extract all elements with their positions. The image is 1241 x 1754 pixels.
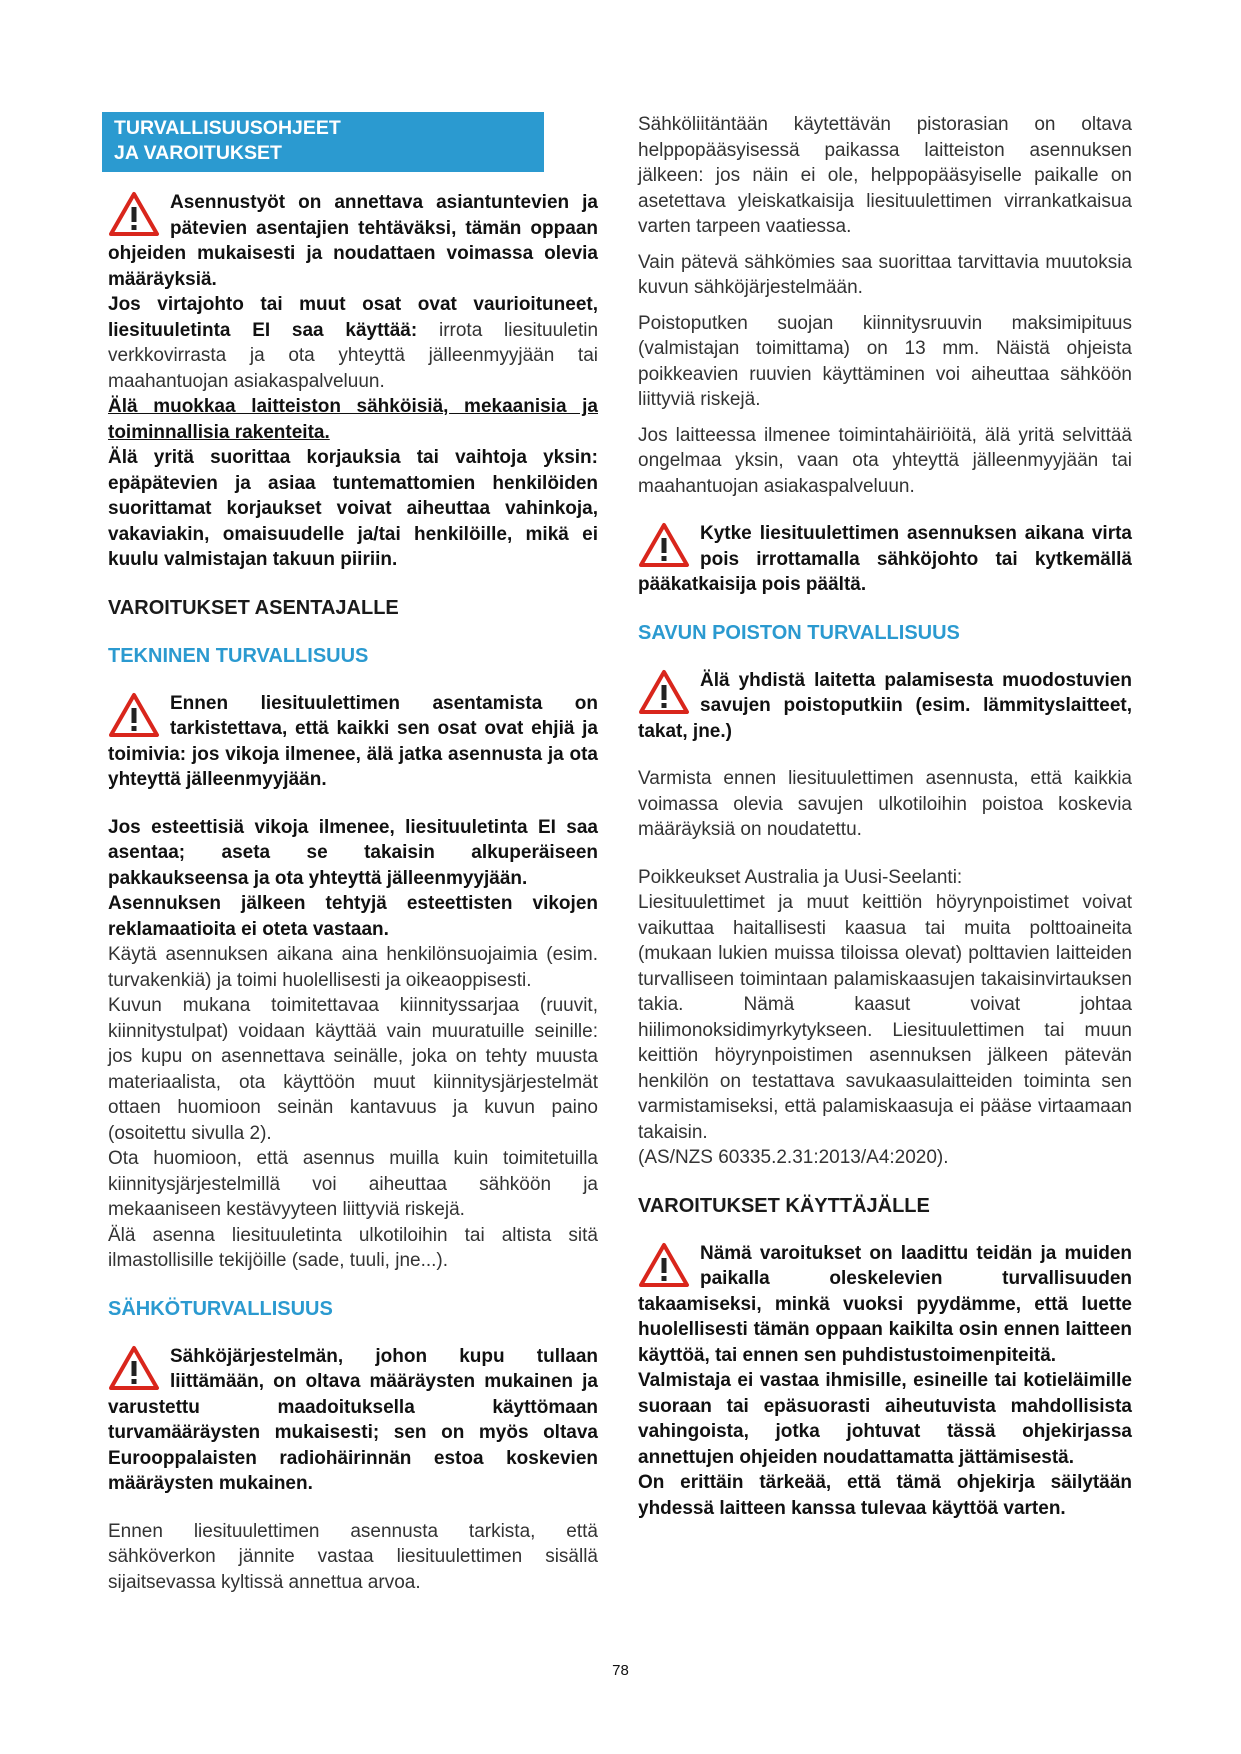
warning-text: Asennustyöt on annettava asiantuntevien ja pätevien asentajien tehtäväksi, tämän oppaan ohjeiden mukaisesti ja noudattaen voimassa olevia määräyksiä. (108, 192, 598, 290)
paragraph-other-fixings: Ota huomioon, että asennus muilla kuin toimitetuilla kiinnitysjärjestelmillä voi aiheuttaa sähköön ja mekaaniseen kestävyyteen liittyviä riskejä. (108, 1148, 598, 1220)
warning-triangle-icon (108, 1344, 160, 1392)
paragraph-keep-manual: On erittäin tärkeää, että tämä ohjekirja säilytään yhdessä laitteen kanssa tulevaa käyttöä varten. (638, 1472, 1132, 1519)
paragraph-no-repair: Älä yritä suorittaa korjauksia tai vaihtoja yksin: epäpätevien ja asiaa tuntemattomien henkilöiden suorittamat korjaukset voivat aiheuttaa vahinkoja, vakaviakin, omaisuudelle ja/tai henkilöille, mikä ei kuulu valmistajan takuun piiriin. (108, 447, 598, 570)
paragraph-outdoor: Älä asenna liesituuletinta ulkotiloihin tai altista sitä ilmastollisille tekijöille (sade, tuuli, jne...). (108, 1224, 598, 1271)
paragraph-light-part: irrota liesituuletin verkkovirrasta ja ota yhteyttä jälleenmyyjään tai maahantuojan asiakaspalveluun. (108, 319, 599, 392)
header-line-2: JA VAROITUKSET (114, 142, 282, 164)
left-column (108, 112, 598, 1595)
paragraph-regulations: Varmista ennen liesituulettimen asennusta, että kaikkia voimassa olevia savujen ulkotiloihin poistoa koskevia määräyksiä on noudatettu. (638, 768, 1132, 840)
heading-electrical-safety: SÄHKÖTURVALLISUUS (108, 1297, 333, 1320)
heading-smoke-safety: SAVUN POISTON TURVALLISUUS (638, 621, 960, 644)
paragraph-malfunction: Jos laitteessa ilmenee toimintahäiriöitä, älä yritä selvittää ongelmaa yksin, vaan ota yhteyttä jälleenmyyjään tai maahantuojan asiakaspalveluun. (638, 424, 1132, 497)
warning-text: Ennen liesituulettimen asentamista on tarkistettava, että kaikki sen osat ovat ehjiä ja toimivia: jos vikoja ilmenee, älä jatka asennusta ja ota yhteyttä jälleenmyyjään. (108, 692, 598, 790)
paragraph-liability: Valmistaja ei vastaa ihmisille, esineille tai kotieläimille suoraan tai epäsuorasti aiheutuvista mahdollisista vahingoista, jotka johtuvat tässä ohjekirjassa annettujen ohjeiden noudattamatta jättämisestä. (638, 1370, 1132, 1468)
paragraph-no-modify: Älä muokkaa laitteiston sähköisiä, mekaanisia ja toiminnallisia rakenteita. (108, 396, 598, 443)
warning-triangle-icon (638, 521, 690, 569)
warning-text: Älä yhdistä laitetta palamisesta muodostuvien savujen poistoputkiin (esim. lämmityslaitteet, takat, jne.) (638, 669, 1132, 742)
paragraph-aus-nz: Liesituulettimet ja muut keittiön höyrynpoistimet voivat vaikuttaa haitallisesti kaasua tai muita polttoaineita (mukaan lukien muissa tiloissa olevat) polttavien laitteiden turvalliseen toimintaan palamiskaasujen takaisinvirtauksen takia. Nämä kaasut voivat johtaa hiilimonoksidimyrkytykseen. Liesituulettimen tai muun keittiön höyrynpoistimen asennuksen jälkeen pätevän henkilön on testattava savukaasulaitteiden toiminta sen varmistamiseksi, että palamiskaasuja ei pääse virtaamaan takaisin. (638, 892, 1132, 1143)
paragraph-electrician: Vain pätevä sähkömies saa suorittaa tarvittavia muutoksia kuvun sähköjärjestelmään. (638, 251, 1132, 298)
warning-block-check-parts (108, 691, 598, 793)
paragraph-bold-part: Jos virtajohto tai muut osat ovat vaurioituneet, liesituuletinta EI saa käyttää: (108, 294, 598, 341)
paragraph-fixing-kit: Kuvun mukana toimitettavaa kiinnityssarjaa (ruuvit, kiinnitystulpat) voidaan käyttää vain muuratuille seinille: jos kupu on asennettava seinälle, joka on tehty muusta materiaalista, ota käyttöön muut kiinnitysjärjestelmät ottaen huomioon seinän kantavuus ja kuvun paino (osoitettu sivulla 2). (108, 995, 598, 1144)
paragraph-claims: Asennuksen jälkeen tehtyjä esteettisten vikojen reklamaatioita ei oteta vastaan. (108, 893, 598, 940)
paragraph-damaged-cord (108, 292, 598, 394)
warning-text: Sähköjärjestelmän, johon kupu tullaan liittämään, on oltava määräysten mukainen ja varustettu maadoituksella käyttömaan turvamääräysten mukaisesti; sen on myös oltava Eurooppalaisten radiohäirinnän estoa koskevien määräysten mukainen. (108, 1345, 598, 1494)
right-column (638, 112, 1132, 1521)
warning-triangle-icon (108, 190, 160, 238)
header-line-1: TURVALLISUUSOHJEET (114, 117, 341, 139)
warning-triangle-icon (638, 668, 690, 716)
paragraph-aus-nz-title: Poikkeukset Australia ja Uusi-Seelanti: (638, 866, 963, 888)
paragraph-protective-gear: Käytä asennuksen aikana aina henkilönsuojaimia (esim. turvakenkiä) ja toimi huolellisesti ja oikeaoppisesti. (108, 944, 598, 991)
paragraph-aesthetic-defects: Jos esteettisiä vikoja ilmenee, liesituuletinta EI saa asentaa; aseta se takaisin alkuperäiseen pakkaukseensa ja ota yhteyttä jälleenmyyjään. (108, 816, 598, 889)
paragraph-standard-ref: (AS/NZS 60335.2.31:2013/A4:2020). (638, 1147, 949, 1168)
paragraph-screw-length: Poistoputken suojan kiinnitysruuvin maksimipituus (valmistajan toimittama) on 13 mm. Näistä ohjeista poikkeavien ruuvien käyttäminen voi aiheuttaa sähköön liittyviä riskejä. (638, 312, 1132, 410)
paragraph-voltage: Ennen liesituulettimen asennusta tarkista, että sähköverkon jännite vastaa liesituulettimen sisällä sijaitsevassa kyltissä annettua arvoa. (108, 1520, 598, 1593)
warning-block-installers (108, 190, 598, 292)
warning-block-disconnect (638, 521, 1132, 598)
warning-triangle-icon (108, 691, 160, 739)
paragraph-socket: Sähköliitäntään käytettävän pistorasian on oltava helppopääsyisessä paikassa laitteiston asennuksen jälkeen: jos näin ei ole, helppopääsyiselle paikalle on asetettava yleiskatkaisija liesituulettimen virrankatkaisua varten tarpeen vaatiessa. (638, 114, 1132, 237)
warning-block-electrical (108, 1344, 598, 1497)
warning-triangle-icon (638, 1241, 690, 1289)
section-header-safety (102, 112, 544, 172)
heading-technical-safety: TEKNINEN TURVALLISUUS (108, 644, 369, 667)
warning-text: Kytke liesituulettimen asennuksen aikana virta pois irrottamalla sähköjohto tai kytkemällä pääkatkaisija pois päältä. (638, 523, 1132, 595)
page-number: 78 (612, 1662, 629, 1679)
warning-text: Nämä varoitukset on laadittu teidän ja muiden paikalla oleskelevien turvallisuuden takaamiseksi, minkä vuoksi pyydämme, että luette huolellisesti tämän oppaan kaikilta osin ennen laitteen käyttöä, tai ennen sen puhdistustoimenpiteitä. (638, 1242, 1132, 1366)
warning-block-flue (638, 668, 1132, 745)
heading-user-warnings: VAROITUKSET KÄYTTÄJÄLLE (638, 1194, 930, 1217)
heading-installer-warnings: VAROITUKSET ASENTAJALLE (108, 596, 399, 619)
warning-block-user (638, 1241, 1132, 1369)
